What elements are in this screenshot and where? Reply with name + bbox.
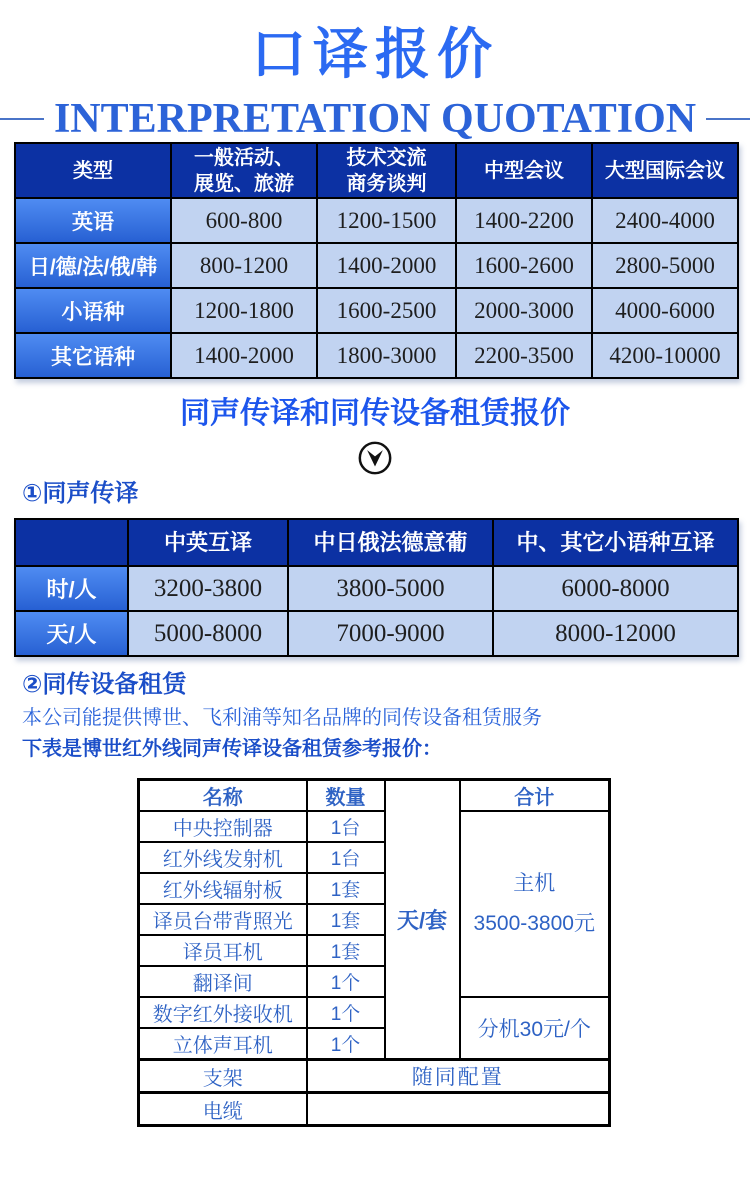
section2-heading: ②同传设备租赁 bbox=[22, 671, 187, 698]
column-header-large-intl-conference bbox=[592, 143, 738, 198]
price-cell: 5000-8000 bbox=[128, 611, 288, 656]
price-cell: 1400-2000 bbox=[317, 243, 456, 288]
column-header-technical-exchange bbox=[317, 143, 456, 198]
header-text: 商务谈判 bbox=[346, 172, 427, 195]
item-name: 译员耳机 bbox=[139, 935, 307, 966]
price-cell: 1200-1500 bbox=[317, 198, 456, 243]
price-cell: 4200-10000 bbox=[592, 333, 738, 378]
row-label: 日/德/法/俄/韩 bbox=[15, 243, 171, 288]
price-cell: 2800-5000 bbox=[592, 243, 738, 288]
price-cell: 1800-3000 bbox=[317, 333, 456, 378]
item-qty: 1套 bbox=[307, 904, 385, 935]
column-header-type bbox=[15, 143, 171, 198]
subtitle-rule-left bbox=[0, 118, 44, 120]
total-main-line1: 主机 bbox=[513, 872, 556, 895]
column-header-cn-minor: 中、其它小语种互译 bbox=[493, 519, 738, 566]
equipment-rental-table bbox=[137, 778, 611, 1127]
simultaneous-price-table bbox=[14, 518, 739, 657]
price-cell: 3200-3800 bbox=[128, 566, 288, 611]
row-label: 英语 bbox=[15, 198, 171, 243]
item-name: 电缆 bbox=[139, 1093, 307, 1126]
item-qty: 1台 bbox=[307, 842, 385, 873]
column-header-medium-conference bbox=[456, 143, 592, 198]
table-row-digital-ir-receiver bbox=[139, 997, 610, 1028]
table-row-per-hour bbox=[15, 566, 738, 611]
item-qty: 1个 bbox=[307, 966, 385, 997]
total-sub-cell: 分机30元/个 bbox=[460, 997, 610, 1060]
subtitle-rule-right bbox=[706, 118, 750, 120]
item-name: 中央控制器 bbox=[139, 811, 307, 842]
column-header-cn-multi: 中日俄法德意葡 bbox=[288, 519, 493, 566]
header-text: 大型国际会议 bbox=[605, 159, 725, 182]
price-cell: 800-1200 bbox=[171, 243, 317, 288]
section1-heading: ①同声传译 bbox=[22, 480, 139, 507]
price-cell: 3800-5000 bbox=[288, 566, 493, 611]
row-label: 其它语种 bbox=[15, 333, 171, 378]
column-header-qty: 数量 bbox=[307, 780, 385, 812]
interpretation-price-table bbox=[14, 142, 739, 379]
item-qty: 1套 bbox=[307, 935, 385, 966]
footer-value bbox=[307, 1093, 610, 1126]
price-cell: 8000-12000 bbox=[493, 611, 738, 656]
price-cell: 4000-6000 bbox=[592, 288, 738, 333]
footer-value: 随同配置 bbox=[307, 1060, 610, 1093]
total-main-line2: 3500-3800元 bbox=[473, 912, 595, 935]
down-arrow-icon bbox=[357, 440, 393, 476]
price-cell: 1600-2600 bbox=[456, 243, 592, 288]
table-row-per-day bbox=[15, 611, 738, 656]
row-label: 天/人 bbox=[15, 611, 128, 656]
price-cell: 2200-3500 bbox=[456, 333, 592, 378]
column-header-blank bbox=[15, 519, 128, 566]
section2-description: 本公司能提供博世、飞利浦等知名品牌的同传设备租赁服务 bbox=[22, 707, 542, 729]
price-cell: 2000-3000 bbox=[456, 288, 592, 333]
circle-down-arrow-icon bbox=[0, 440, 750, 477]
price-cell: 2400-4000 bbox=[592, 198, 738, 243]
table-header-row bbox=[139, 780, 610, 812]
table-row-other-languages bbox=[15, 333, 738, 378]
price-cell: 1200-1800 bbox=[171, 288, 317, 333]
table-row-cable bbox=[139, 1093, 610, 1126]
price-cell: 1400-2000 bbox=[171, 333, 317, 378]
price-cell: 1600-2500 bbox=[317, 288, 456, 333]
table-row-english bbox=[15, 198, 738, 243]
item-qty: 1个 bbox=[307, 1028, 385, 1060]
table-row-stand bbox=[139, 1060, 610, 1093]
column-header-name: 名称 bbox=[139, 780, 307, 812]
table-row-minor-languages bbox=[15, 288, 738, 333]
column-header-cn-en: 中英互译 bbox=[128, 519, 288, 566]
header-text: 技术交流 bbox=[346, 146, 427, 169]
page-title: 口译报价 bbox=[250, 23, 499, 85]
item-name: 译员台带背照光 bbox=[139, 904, 307, 935]
section2-table-caption: 下表是博世红外线同声传译设备租赁参考报价： bbox=[22, 738, 442, 760]
page-subtitle: INTERPRETATION QUOTATION bbox=[53, 96, 697, 142]
table-row-central-controller bbox=[139, 811, 610, 842]
column-header-general-events bbox=[171, 143, 317, 198]
item-name: 数字红外接收机 bbox=[139, 997, 307, 1028]
row-label: 时/人 bbox=[15, 566, 128, 611]
header-text: 类型 bbox=[73, 159, 113, 182]
item-name: 红外线发射机 bbox=[139, 842, 307, 873]
header-text: 一般活动、 bbox=[194, 146, 294, 169]
table-header-row bbox=[15, 519, 738, 566]
unit-cell: 天/套 bbox=[385, 780, 460, 1060]
table-header-row bbox=[15, 143, 738, 198]
price-cell: 600-800 bbox=[171, 198, 317, 243]
simultaneous-section-title: 同声传译和同传设备租赁报价 bbox=[180, 397, 570, 430]
item-name: 翻译间 bbox=[139, 966, 307, 997]
row-label: 小语种 bbox=[15, 288, 171, 333]
price-cell: 7000-9000 bbox=[288, 611, 493, 656]
header-text: 中型会议 bbox=[484, 159, 564, 182]
price-cell: 6000-8000 bbox=[493, 566, 738, 611]
item-qty: 1套 bbox=[307, 873, 385, 904]
column-header-total: 合计 bbox=[460, 780, 610, 812]
page-subtitle-row bbox=[0, 96, 750, 142]
item-name: 支架 bbox=[139, 1060, 307, 1093]
price-cell: 1400-2200 bbox=[456, 198, 592, 243]
item-name: 立体声耳机 bbox=[139, 1028, 307, 1060]
header-text: 展览、旅游 bbox=[194, 172, 294, 195]
item-qty: 1台 bbox=[307, 811, 385, 842]
item-name: 红外线辐射板 bbox=[139, 873, 307, 904]
table-row-jp-de-fr-ru-kr bbox=[15, 243, 738, 288]
total-main-cell bbox=[460, 811, 610, 997]
item-qty: 1个 bbox=[307, 997, 385, 1028]
